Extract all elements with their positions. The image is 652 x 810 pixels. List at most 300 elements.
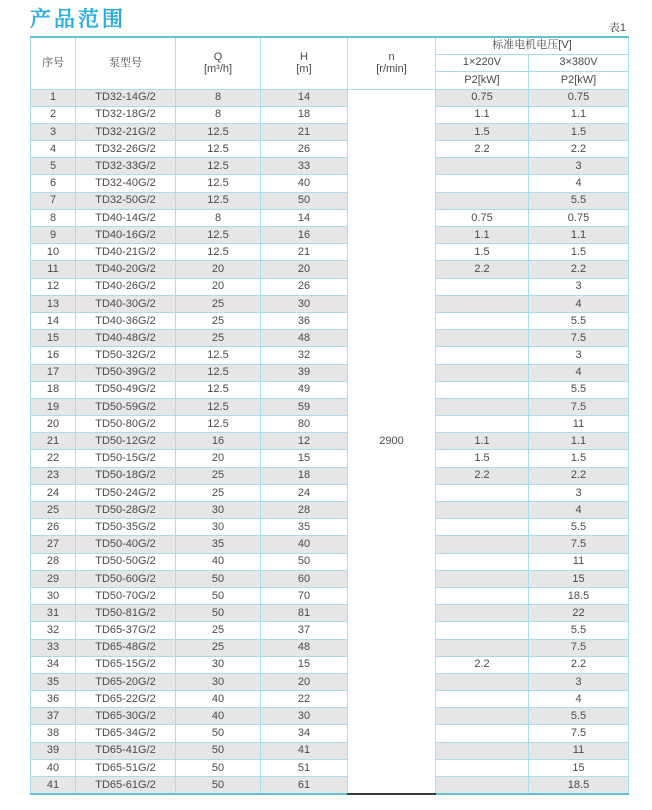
cell-p2-220 bbox=[436, 347, 529, 364]
cell-no: 39 bbox=[31, 742, 76, 759]
cell-h: 20 bbox=[261, 673, 348, 690]
cell-model: TD32-26G/2 bbox=[76, 141, 176, 158]
cell-p2-220 bbox=[436, 330, 529, 347]
cell-q: 12.5 bbox=[176, 381, 261, 398]
table-header bbox=[31, 37, 629, 89]
cell-no: 9 bbox=[31, 227, 76, 244]
cell-model: TD32-18G/2 bbox=[76, 106, 176, 123]
cell-no: 34 bbox=[31, 656, 76, 673]
cell-h: 81 bbox=[261, 605, 348, 622]
cell-p2-220: 1.5 bbox=[436, 450, 529, 467]
cell-no: 30 bbox=[31, 587, 76, 604]
cell-p2-380: 0.75 bbox=[529, 89, 629, 106]
cell-h: 39 bbox=[261, 364, 348, 381]
cell-q: 30 bbox=[176, 673, 261, 690]
cell-n-speed: 2900 bbox=[348, 89, 436, 794]
cell-h: 41 bbox=[261, 742, 348, 759]
cell-p2-220 bbox=[436, 673, 529, 690]
cell-no: 31 bbox=[31, 605, 76, 622]
table-row bbox=[31, 587, 629, 604]
cell-p2-380: 1.1 bbox=[529, 227, 629, 244]
table-row bbox=[31, 192, 629, 209]
cell-h: 22 bbox=[261, 691, 348, 708]
cell-p2-220 bbox=[436, 398, 529, 415]
cell-p2-220 bbox=[436, 278, 529, 295]
cell-q: 12.5 bbox=[176, 416, 261, 433]
cell-p2-220: 0.75 bbox=[436, 89, 529, 106]
cell-h: 15 bbox=[261, 656, 348, 673]
cell-no: 32 bbox=[31, 622, 76, 639]
cell-p2-220 bbox=[436, 364, 529, 381]
header-p2-220: P2[kW] bbox=[436, 71, 529, 89]
cell-model: TD40-26G/2 bbox=[76, 278, 176, 295]
cell-q: 25 bbox=[176, 639, 261, 656]
cell-no: 40 bbox=[31, 759, 76, 776]
cell-h: 49 bbox=[261, 381, 348, 398]
cell-p2-380: 3 bbox=[529, 278, 629, 295]
cell-model: TD50-15G/2 bbox=[76, 450, 176, 467]
cell-no: 15 bbox=[31, 330, 76, 347]
cell-h: 15 bbox=[261, 450, 348, 467]
cell-p2-380: 3 bbox=[529, 158, 629, 175]
cell-no: 4 bbox=[31, 141, 76, 158]
cell-no: 26 bbox=[31, 519, 76, 536]
cell-no: 1 bbox=[31, 89, 76, 106]
cell-p2-220 bbox=[436, 519, 529, 536]
cell-p2-380: 4 bbox=[529, 691, 629, 708]
cell-no: 36 bbox=[31, 691, 76, 708]
cell-p2-380: 18.5 bbox=[529, 777, 629, 794]
header-voltage-220: 1×220V bbox=[436, 54, 529, 71]
cell-p2-220 bbox=[436, 295, 529, 312]
table-row bbox=[31, 89, 629, 106]
cell-h: 21 bbox=[261, 244, 348, 261]
cell-no: 5 bbox=[31, 158, 76, 175]
cell-p2-220: 2.2 bbox=[436, 261, 529, 278]
table-row bbox=[31, 673, 629, 690]
cell-p2-380: 22 bbox=[529, 605, 629, 622]
cell-model: TD40-14G/2 bbox=[76, 209, 176, 226]
cell-p2-220 bbox=[436, 777, 529, 794]
cell-no: 19 bbox=[31, 398, 76, 415]
cell-p2-380: 4 bbox=[529, 364, 629, 381]
cell-h: 14 bbox=[261, 89, 348, 106]
cell-model: TD50-40G/2 bbox=[76, 536, 176, 553]
cell-p2-380: 18.5 bbox=[529, 587, 629, 604]
cell-q: 12.5 bbox=[176, 398, 261, 415]
cell-p2-220: 1.5 bbox=[436, 123, 529, 140]
header-no: 序号 bbox=[31, 37, 76, 89]
table-row bbox=[31, 278, 629, 295]
cell-p2-380: 3 bbox=[529, 484, 629, 501]
cell-p2-220 bbox=[436, 759, 529, 776]
cell-p2-220 bbox=[436, 708, 529, 725]
cell-q: 12.5 bbox=[176, 192, 261, 209]
cell-p2-380: 7.5 bbox=[529, 639, 629, 656]
cell-q: 8 bbox=[176, 89, 261, 106]
cell-h: 36 bbox=[261, 312, 348, 329]
cell-p2-380: 7.5 bbox=[529, 536, 629, 553]
cell-model: TD50-70G/2 bbox=[76, 587, 176, 604]
cell-p2-380: 11 bbox=[529, 553, 629, 570]
table-row bbox=[31, 536, 629, 553]
cell-p2-220 bbox=[436, 605, 529, 622]
cell-q: 20 bbox=[176, 450, 261, 467]
cell-model: TD32-33G/2 bbox=[76, 158, 176, 175]
cell-no: 20 bbox=[31, 416, 76, 433]
cell-p2-220: 1.5 bbox=[436, 244, 529, 261]
cell-model: TD50-28G/2 bbox=[76, 502, 176, 519]
cell-q: 40 bbox=[176, 691, 261, 708]
cell-p2-380: 5.5 bbox=[529, 312, 629, 329]
cell-h: 48 bbox=[261, 639, 348, 656]
cell-model: TD65-51G/2 bbox=[76, 759, 176, 776]
cell-h: 40 bbox=[261, 536, 348, 553]
cell-p2-220 bbox=[436, 312, 529, 329]
cell-p2-380: 5.5 bbox=[529, 381, 629, 398]
header-q bbox=[176, 37, 261, 89]
cell-h: 61 bbox=[261, 777, 348, 794]
cell-model: TD65-30G/2 bbox=[76, 708, 176, 725]
cell-h: 50 bbox=[261, 553, 348, 570]
cell-no: 24 bbox=[31, 484, 76, 501]
cell-p2-380: 2.2 bbox=[529, 141, 629, 158]
cell-no: 8 bbox=[31, 209, 76, 226]
cell-p2-220 bbox=[436, 742, 529, 759]
cell-p2-220 bbox=[436, 725, 529, 742]
cell-model: TD50-59G/2 bbox=[76, 398, 176, 415]
cell-h: 21 bbox=[261, 123, 348, 140]
cell-p2-220: 1.1 bbox=[436, 433, 529, 450]
cell-no: 38 bbox=[31, 725, 76, 742]
table-row bbox=[31, 759, 629, 776]
header-model: 泵型号 bbox=[76, 37, 176, 89]
cell-h: 26 bbox=[261, 141, 348, 158]
cell-p2-380: 4 bbox=[529, 175, 629, 192]
cell-no: 27 bbox=[31, 536, 76, 553]
cell-h: 26 bbox=[261, 278, 348, 295]
cell-p2-220 bbox=[436, 639, 529, 656]
cell-h: 12 bbox=[261, 433, 348, 450]
cell-p2-380: 5.5 bbox=[529, 708, 629, 725]
cell-h: 16 bbox=[261, 227, 348, 244]
cell-q: 35 bbox=[176, 536, 261, 553]
cell-p2-380: 1.1 bbox=[529, 433, 629, 450]
cell-h: 48 bbox=[261, 330, 348, 347]
cell-p2-380: 11 bbox=[529, 742, 629, 759]
table-row bbox=[31, 398, 629, 415]
table-row bbox=[31, 467, 629, 484]
cell-no: 25 bbox=[31, 502, 76, 519]
header-n-symbol: n bbox=[388, 50, 395, 63]
cell-no: 22 bbox=[31, 450, 76, 467]
cell-p2-380: 7.5 bbox=[529, 330, 629, 347]
cell-no: 11 bbox=[31, 261, 76, 278]
cell-p2-380: 3 bbox=[529, 347, 629, 364]
cell-model: TD40-21G/2 bbox=[76, 244, 176, 261]
cell-no: 29 bbox=[31, 570, 76, 587]
cell-p2-380: 4 bbox=[529, 502, 629, 519]
cell-no: 28 bbox=[31, 553, 76, 570]
cell-h: 60 bbox=[261, 570, 348, 587]
cell-model: TD50-50G/2 bbox=[76, 553, 176, 570]
cell-p2-220 bbox=[436, 175, 529, 192]
table-row bbox=[31, 708, 629, 725]
header-voltage-380: 3×380V bbox=[529, 54, 629, 71]
cell-model: TD50-80G/2 bbox=[76, 416, 176, 433]
cell-model: TD32-21G/2 bbox=[76, 123, 176, 140]
cell-model: TD65-37G/2 bbox=[76, 622, 176, 639]
cell-p2-380: 1.5 bbox=[529, 450, 629, 467]
cell-model: TD50-12G/2 bbox=[76, 433, 176, 450]
cell-p2-220: 1.1 bbox=[436, 106, 529, 123]
cell-p2-220 bbox=[436, 536, 529, 553]
cell-p2-380: 1.1 bbox=[529, 106, 629, 123]
table-row bbox=[31, 553, 629, 570]
cell-q: 25 bbox=[176, 295, 261, 312]
cell-h: 20 bbox=[261, 261, 348, 278]
cell-q: 50 bbox=[176, 725, 261, 742]
cell-p2-380: 15 bbox=[529, 759, 629, 776]
cell-p2-220 bbox=[436, 416, 529, 433]
cell-no: 16 bbox=[31, 347, 76, 364]
cell-p2-220 bbox=[436, 502, 529, 519]
cell-q: 20 bbox=[176, 278, 261, 295]
cell-model: TD40-48G/2 bbox=[76, 330, 176, 347]
cell-p2-380: 7.5 bbox=[529, 398, 629, 415]
cell-h: 18 bbox=[261, 106, 348, 123]
cell-h: 50 bbox=[261, 192, 348, 209]
product-range-table bbox=[30, 36, 629, 795]
cell-p2-380: 7.5 bbox=[529, 725, 629, 742]
cell-model: TD65-22G/2 bbox=[76, 691, 176, 708]
cell-model: TD65-41G/2 bbox=[76, 742, 176, 759]
cell-model: TD40-36G/2 bbox=[76, 312, 176, 329]
cell-q: 16 bbox=[176, 433, 261, 450]
cell-p2-380: 15 bbox=[529, 570, 629, 587]
cell-p2-220 bbox=[436, 570, 529, 587]
cell-model: TD50-49G/2 bbox=[76, 381, 176, 398]
cell-p2-380: 11 bbox=[529, 416, 629, 433]
cell-p2-220: 0.75 bbox=[436, 209, 529, 226]
cell-model: TD65-34G/2 bbox=[76, 725, 176, 742]
cell-q: 25 bbox=[176, 622, 261, 639]
cell-model: TD65-61G/2 bbox=[76, 777, 176, 794]
cell-p2-380: 2.2 bbox=[529, 467, 629, 484]
table-row bbox=[31, 639, 629, 656]
table-row bbox=[31, 347, 629, 364]
table-row bbox=[31, 209, 629, 226]
header-h bbox=[261, 37, 348, 89]
cell-p2-220 bbox=[436, 553, 529, 570]
cell-p2-380: 1.5 bbox=[529, 123, 629, 140]
table-row bbox=[31, 381, 629, 398]
cell-q: 12.5 bbox=[176, 123, 261, 140]
cell-q: 50 bbox=[176, 759, 261, 776]
cell-q: 12.5 bbox=[176, 158, 261, 175]
cell-q: 25 bbox=[176, 467, 261, 484]
cell-h: 33 bbox=[261, 158, 348, 175]
table-row bbox=[31, 295, 629, 312]
cell-model: TD50-39G/2 bbox=[76, 364, 176, 381]
cell-h: 70 bbox=[261, 587, 348, 604]
cell-no: 6 bbox=[31, 175, 76, 192]
table-row bbox=[31, 330, 629, 347]
cell-p2-220 bbox=[436, 484, 529, 501]
table-row bbox=[31, 123, 629, 140]
cell-q: 12.5 bbox=[176, 347, 261, 364]
cell-q: 50 bbox=[176, 742, 261, 759]
cell-q: 30 bbox=[176, 519, 261, 536]
cell-p2-220: 2.2 bbox=[436, 141, 529, 158]
cell-no: 10 bbox=[31, 244, 76, 261]
cell-p2-380: 3 bbox=[529, 673, 629, 690]
header-n bbox=[348, 37, 436, 89]
header-q-unit: [m³/h] bbox=[203, 63, 233, 76]
cell-h: 37 bbox=[261, 622, 348, 639]
cell-p2-220 bbox=[436, 192, 529, 209]
table-row bbox=[31, 158, 629, 175]
table-row bbox=[31, 622, 629, 639]
table-row bbox=[31, 519, 629, 536]
table-row bbox=[31, 605, 629, 622]
cell-model: TD65-20G/2 bbox=[76, 673, 176, 690]
table-row bbox=[31, 244, 629, 261]
table-row bbox=[31, 433, 629, 450]
cell-p2-380: 5.5 bbox=[529, 192, 629, 209]
cell-q: 50 bbox=[176, 777, 261, 794]
table-row bbox=[31, 141, 629, 158]
cell-model: TD32-40G/2 bbox=[76, 175, 176, 192]
cell-h: 30 bbox=[261, 295, 348, 312]
cell-model: TD40-20G/2 bbox=[76, 261, 176, 278]
cell-p2-380: 2.2 bbox=[529, 261, 629, 278]
table-row bbox=[31, 227, 629, 244]
cell-h: 18 bbox=[261, 467, 348, 484]
cell-h: 32 bbox=[261, 347, 348, 364]
cell-h: 24 bbox=[261, 484, 348, 501]
table-row bbox=[31, 106, 629, 123]
cell-q: 40 bbox=[176, 553, 261, 570]
cell-q: 40 bbox=[176, 708, 261, 725]
cell-q: 50 bbox=[176, 587, 261, 604]
cell-no: 17 bbox=[31, 364, 76, 381]
product-range-table-wrap bbox=[30, 36, 628, 795]
cell-h: 80 bbox=[261, 416, 348, 433]
cell-no: 12 bbox=[31, 278, 76, 295]
cell-p2-220: 1.1 bbox=[436, 227, 529, 244]
cell-model: TD40-30G/2 bbox=[76, 295, 176, 312]
table-row bbox=[31, 416, 629, 433]
cell-model: TD50-32G/2 bbox=[76, 347, 176, 364]
header-voltage-group: 标准电机电压[V] bbox=[436, 37, 629, 54]
cell-no: 14 bbox=[31, 312, 76, 329]
cell-no: 18 bbox=[31, 381, 76, 398]
cell-q: 12.5 bbox=[176, 244, 261, 261]
cell-h: 34 bbox=[261, 725, 348, 742]
cell-p2-380: 0.75 bbox=[529, 209, 629, 226]
cell-p2-220: 2.2 bbox=[436, 467, 529, 484]
cell-p2-220 bbox=[436, 587, 529, 604]
table-row bbox=[31, 725, 629, 742]
cell-h: 14 bbox=[261, 209, 348, 226]
cell-q: 8 bbox=[176, 209, 261, 226]
table-body bbox=[31, 89, 629, 794]
cell-no: 3 bbox=[31, 123, 76, 140]
cell-q: 25 bbox=[176, 484, 261, 501]
table-row bbox=[31, 484, 629, 501]
cell-q: 30 bbox=[176, 656, 261, 673]
cell-p2-220 bbox=[436, 381, 529, 398]
cell-no: 41 bbox=[31, 777, 76, 794]
cell-no: 23 bbox=[31, 467, 76, 484]
cell-no: 37 bbox=[31, 708, 76, 725]
cell-model: TD50-18G/2 bbox=[76, 467, 176, 484]
cell-p2-380: 2.2 bbox=[529, 656, 629, 673]
cell-model: TD50-24G/2 bbox=[76, 484, 176, 501]
cell-model: TD40-16G/2 bbox=[76, 227, 176, 244]
cell-model: TD50-81G/2 bbox=[76, 605, 176, 622]
table-row bbox=[31, 656, 629, 673]
table-row bbox=[31, 777, 629, 794]
cell-h: 51 bbox=[261, 759, 348, 776]
cell-no: 7 bbox=[31, 192, 76, 209]
cell-no: 35 bbox=[31, 673, 76, 690]
cell-model: TD32-14G/2 bbox=[76, 89, 176, 106]
header-q-symbol: Q bbox=[213, 50, 223, 63]
table-row bbox=[31, 261, 629, 278]
cell-q: 20 bbox=[176, 261, 261, 278]
cell-p2-380: 5.5 bbox=[529, 519, 629, 536]
cell-no: 21 bbox=[31, 433, 76, 450]
cell-h: 59 bbox=[261, 398, 348, 415]
cell-q: 12.5 bbox=[176, 227, 261, 244]
table-row bbox=[31, 312, 629, 329]
cell-model: TD65-15G/2 bbox=[76, 656, 176, 673]
table-number-label: 表1 bbox=[608, 22, 626, 34]
cell-q: 12.5 bbox=[176, 175, 261, 192]
cell-q: 25 bbox=[176, 330, 261, 347]
header-h-symbol: H bbox=[300, 50, 308, 63]
cell-h: 35 bbox=[261, 519, 348, 536]
header-n-unit: [r/min] bbox=[376, 63, 407, 76]
cell-h: 40 bbox=[261, 175, 348, 192]
cell-q: 30 bbox=[176, 502, 261, 519]
cell-p2-220: 2.2 bbox=[436, 656, 529, 673]
cell-p2-380: 5.5 bbox=[529, 622, 629, 639]
cell-p2-220 bbox=[436, 691, 529, 708]
cell-model: TD50-35G/2 bbox=[76, 519, 176, 536]
cell-no: 2 bbox=[31, 106, 76, 123]
cell-q: 12.5 bbox=[176, 141, 261, 158]
cell-h: 28 bbox=[261, 502, 348, 519]
cell-q: 12.5 bbox=[176, 364, 261, 381]
cell-model: TD50-60G/2 bbox=[76, 570, 176, 587]
cell-q: 50 bbox=[176, 570, 261, 587]
cell-h: 30 bbox=[261, 708, 348, 725]
table-row bbox=[31, 364, 629, 381]
cell-q: 50 bbox=[176, 605, 261, 622]
cell-p2-220 bbox=[436, 622, 529, 639]
table-row bbox=[31, 450, 629, 467]
cell-p2-380: 1.5 bbox=[529, 244, 629, 261]
table-row bbox=[31, 502, 629, 519]
table-row bbox=[31, 175, 629, 192]
table-row bbox=[31, 691, 629, 708]
cell-model: TD32-50G/2 bbox=[76, 192, 176, 209]
header-h-unit: [m] bbox=[296, 63, 312, 76]
cell-p2-380: 4 bbox=[529, 295, 629, 312]
